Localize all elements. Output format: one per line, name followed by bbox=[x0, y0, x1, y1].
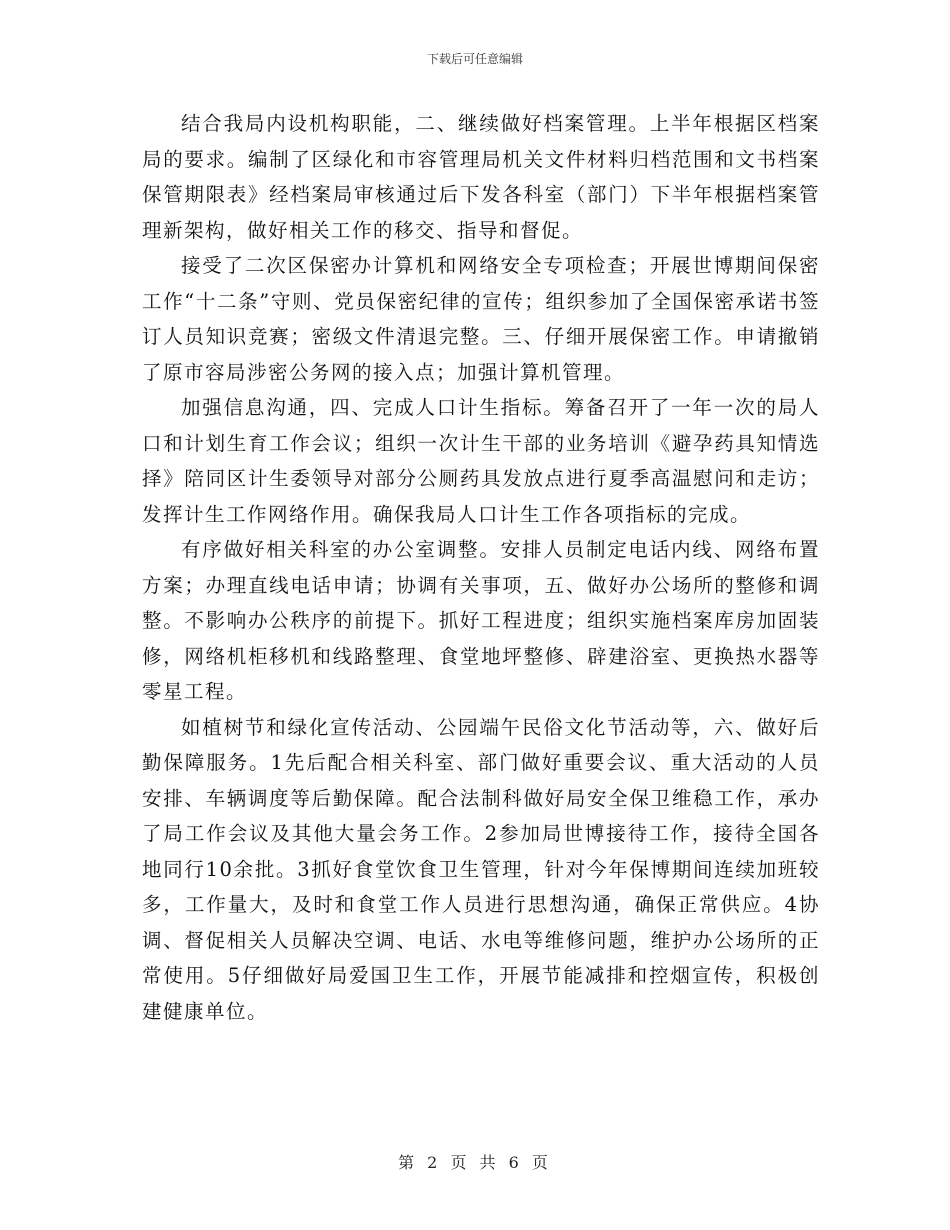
page-number: 第 2 页 共 6 页 bbox=[398, 1153, 552, 1172]
paragraph-archives: 结合我局内设机构职能，二、继续做好档案管理。上半年根据区档案局的要求。编制了区绿化和市容管理局机关文件材料归档范围和文书档案保管期限表》经档案局审核通过后下发各科室（部门）下半年根据档案管理新架构，做好相关工作的移交、指导和督促。 bbox=[142, 112, 820, 242]
paragraph-office-renovation: 有序做好相关科室的办公室调整。安排人员制定电话内线、网络布置方案；办理直线电话申请；协调有关事项，五、做好办公场所的整修和调整。不影响办公秩序的前提下。抓好工程进度；组织实施档案库房加固装修，网络机柜移机和线路整理、食堂地坪整修、辟建浴室、更换热水器等零星工程。 bbox=[142, 538, 820, 703]
paragraph-confidentiality: 接受了二次区保密办计算机和网络安全专项检查；开展世博期间保密工作“十二条”守则、党员保密纪律的宣传；组织参加了全国保密承诺书签订人员知识竞赛；密级文件清退完整。三、仔细开展保密工作。申请撤销了原市容局涉密公务网的接入点；加强计算机管理。 bbox=[142, 254, 820, 384]
document-body bbox=[142, 106, 820, 1029]
page-header: 下载后可任意编辑 bbox=[426, 52, 523, 66]
paragraph-logistics: 如植树节和绿化宣传活动、公园端午民俗文化节活动等，六、做好后勤保障服务。1先后配合相关科室、部门做好重要会议、重大活动的人员安排、车辆调度等后勤保障。配合法制科做好局安全保卫维稳工作，承办了局工作会议及其他大量会务工作。2参加局世博接待工作，接待全国各地同行10余批。3抓好食堂饮食卫生管理，针对今年保博期间连续加班较多，工作量大，及时和食堂工作人员进行思想沟通，确保正常供应。4协调、督促相关人员解决空调、电话、水电等维修问题，维护办公场所的正常使用。5仔细做好局爱国卫生工作，开展节能减排和控烟宣传，积极创建健康单位。 bbox=[142, 715, 820, 1023]
paragraph-family-planning: 加强信息沟通，四、完成人口计生指标。筹备召开了一年一次的局人口和计划生育工作会议；组织一次计生干部的业务培训《避孕药具知情选择》陪同区计生委领导对部分公厕药具发放点进行夏季高温慰问和走访；发挥计生工作网络作用。确保我局人口计生工作各项指标的完成。 bbox=[142, 396, 820, 526]
